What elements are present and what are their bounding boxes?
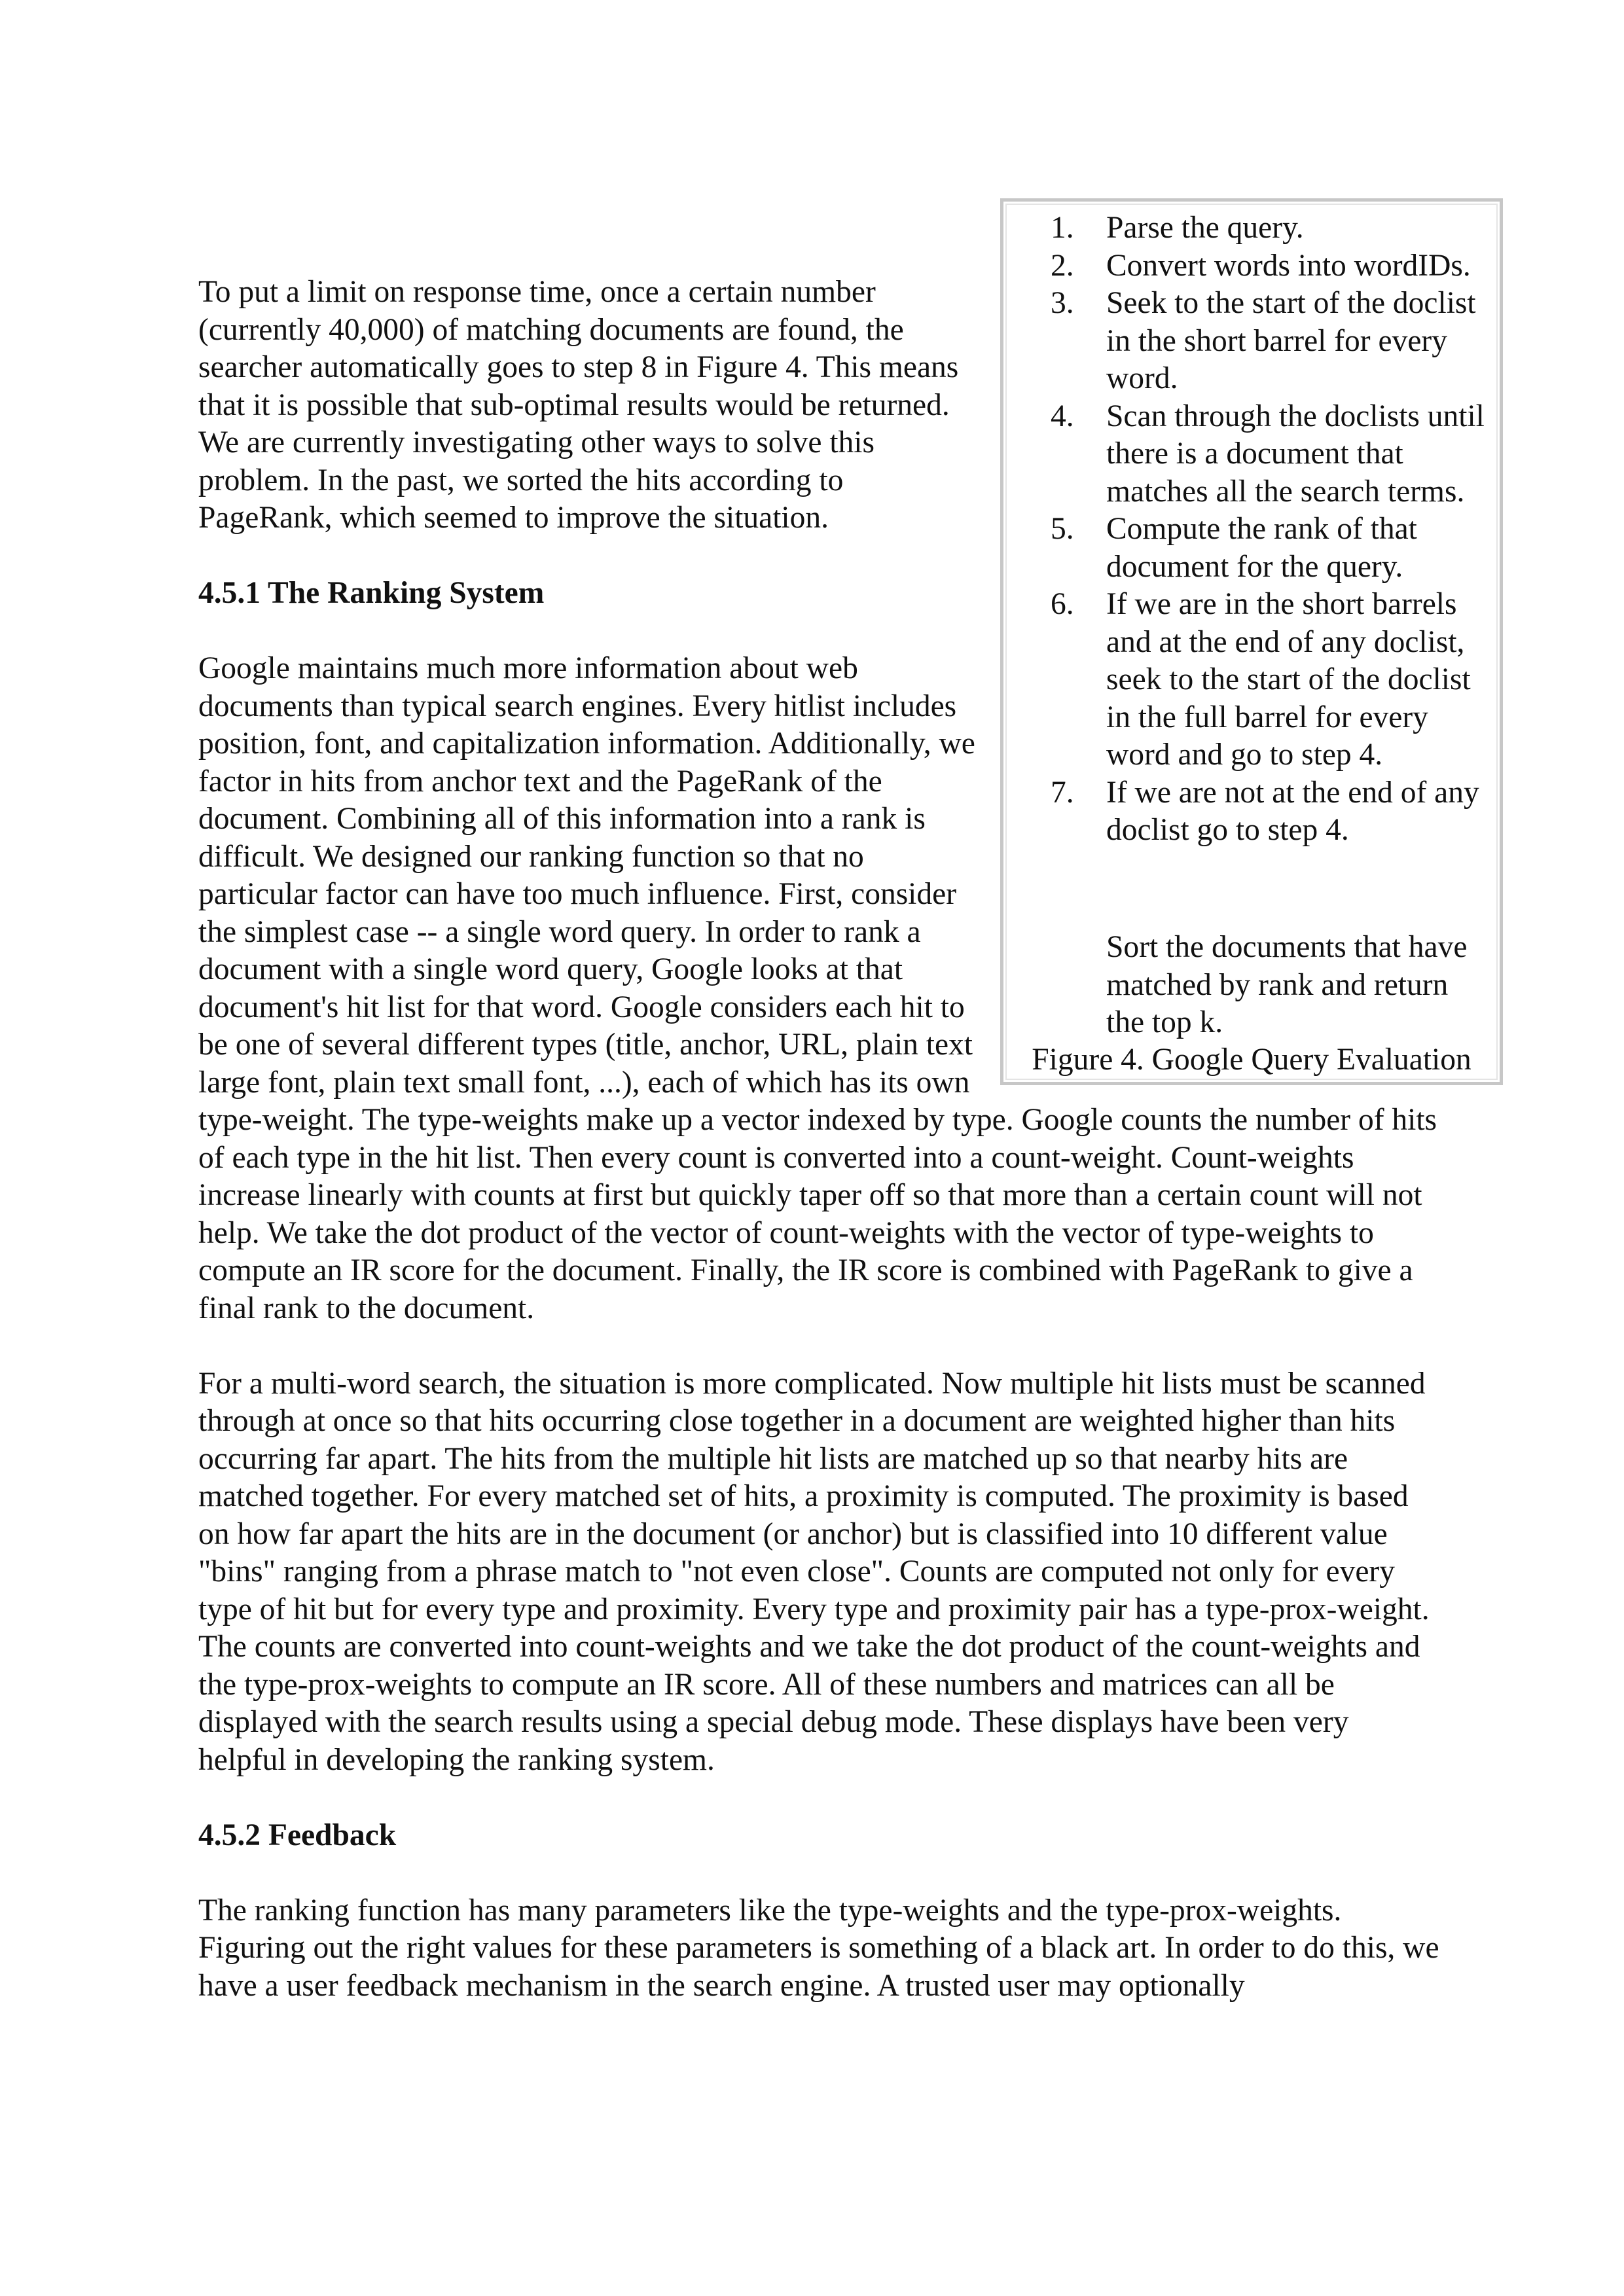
step-text: Seek to the start of the doclist in the short barrel for every word. — [1106, 286, 1476, 395]
step-text: Parse the query. — [1106, 211, 1304, 245]
step-item — [1003, 285, 1500, 398]
ranking-paragraph-2: For a multi-word search, the situation is more complicated. Now multiple hit lists must be scanned through at once so that hits occurring close together in a document are weighted higher than hits occurring far apart. The hits from the multiple hit lists are matched up so that nearby hits are matched together. For every matched set of hits, a proximity is computed. The proximity is based on how far apart the hits are in the document (or anchor) but is classified into 10 different value "bins" ranging from a phrase match to "not even close". Counts are computed not only for every type of hit but for every type and proximity. Every type and proximity pair has a type-prox-weight. The counts are converted into count-weights and we take the dot product of the count-weights and the type-prox-weights to compute an IR score. All of these numbers and matrices can all be displayed with the search results using a special debug mode. These displays have been very helpful in developing the ranking system. — [198, 1366, 1430, 1777]
figure-caption: Figure 4. Google Query Evaluation — [1032, 1043, 1471, 1077]
step-item — [1003, 398, 1500, 511]
step-number: 1. — [1051, 211, 1074, 245]
step-number: 3. — [1051, 286, 1074, 320]
step-item — [1003, 209, 1500, 247]
feedback-paragraph: The ranking function has many parameters like the type-weights and the type-prox-weights. Figuring out the right values for these parameters is something of a black art. In order to do this, we have a user feedback mechanism in the search engine. A trusted user may optionally — [198, 1893, 1439, 2003]
step-text: If we are in the short barrels and at the end of any doclist, seek to the start of the doclist in the full barrel for every word and go to step 4. — [1106, 587, 1471, 772]
final-step-text: Sort the documents that have matched by rank and return the top k. — [1106, 930, 1468, 1039]
step-number: 5. — [1051, 512, 1074, 546]
section-heading-feedback: 4.5.2 Feedback — [198, 1818, 397, 1852]
step-number: 6. — [1051, 587, 1074, 621]
step-number: 2. — [1051, 248, 1074, 283]
ranking-paragraph-1: Google maintains much more information about web documents than typical search engines. Every hitlist includes position, font, and capitalization information. Additionally, we factor in hits from anchor text and the PageRank of the document. Combining all of this information into a rank is difficult. We designed our ranking function so that no particular factor can have too much influence. First, consider the simplest case -- a single word query. In order to rank a document with a single word query, Google looks at that document's hit list for that word. Google considers each hit to be one of several different types (title, anchor, URL, plain text large font, plain text small font, ...), each of which has its own type-weight. The type-weights make up a vector indexed by type. Google counts the number of hits of each type in the hit list. Then every count is converted into a count-weight. Count-weights increase linearly with counts at first but quickly taper off so that more than a certain count will not help. We take the dot product of the vector of count-weights with the vector of type-weights to compute an IR score for the document. Finally, the IR score is combined with PageRank to give a final rank to the document. — [198, 651, 1437, 1325]
step-text: Scan through the doclists until there is a document that matches all the search terms. — [1106, 399, 1485, 509]
figure-4-box — [1000, 198, 1503, 1085]
step-item — [1003, 774, 1500, 850]
intro-paragraph: To put a limit on response time, once a certain number (currently 40,000) of matching documents are found, the searcher automatically goes to step 8 in Figure 4. This means that it is possible that sub-optimal results would be returned. We are currently investigating other ways to solve this problem. In the past, we sorted the hits according to PageRank, which seemed to improve the situation. — [198, 275, 959, 535]
step-item — [1003, 511, 1500, 586]
step-item — [1003, 586, 1500, 774]
query-evaluation-steps — [1003, 209, 1500, 850]
step-item — [1003, 247, 1500, 285]
step-number: 7. — [1051, 775, 1074, 810]
section-heading-ranking-system: 4.5.1 The Ranking System — [198, 576, 545, 610]
text-column — [198, 211, 1485, 2043]
step-text: If we are not at the end of any doclist go to step 4. — [1106, 775, 1479, 847]
step-number: 4. — [1051, 399, 1074, 433]
step-text: Compute the rank of that document for the query. — [1106, 512, 1417, 584]
step-text: Convert words into wordIDs. — [1106, 248, 1471, 283]
